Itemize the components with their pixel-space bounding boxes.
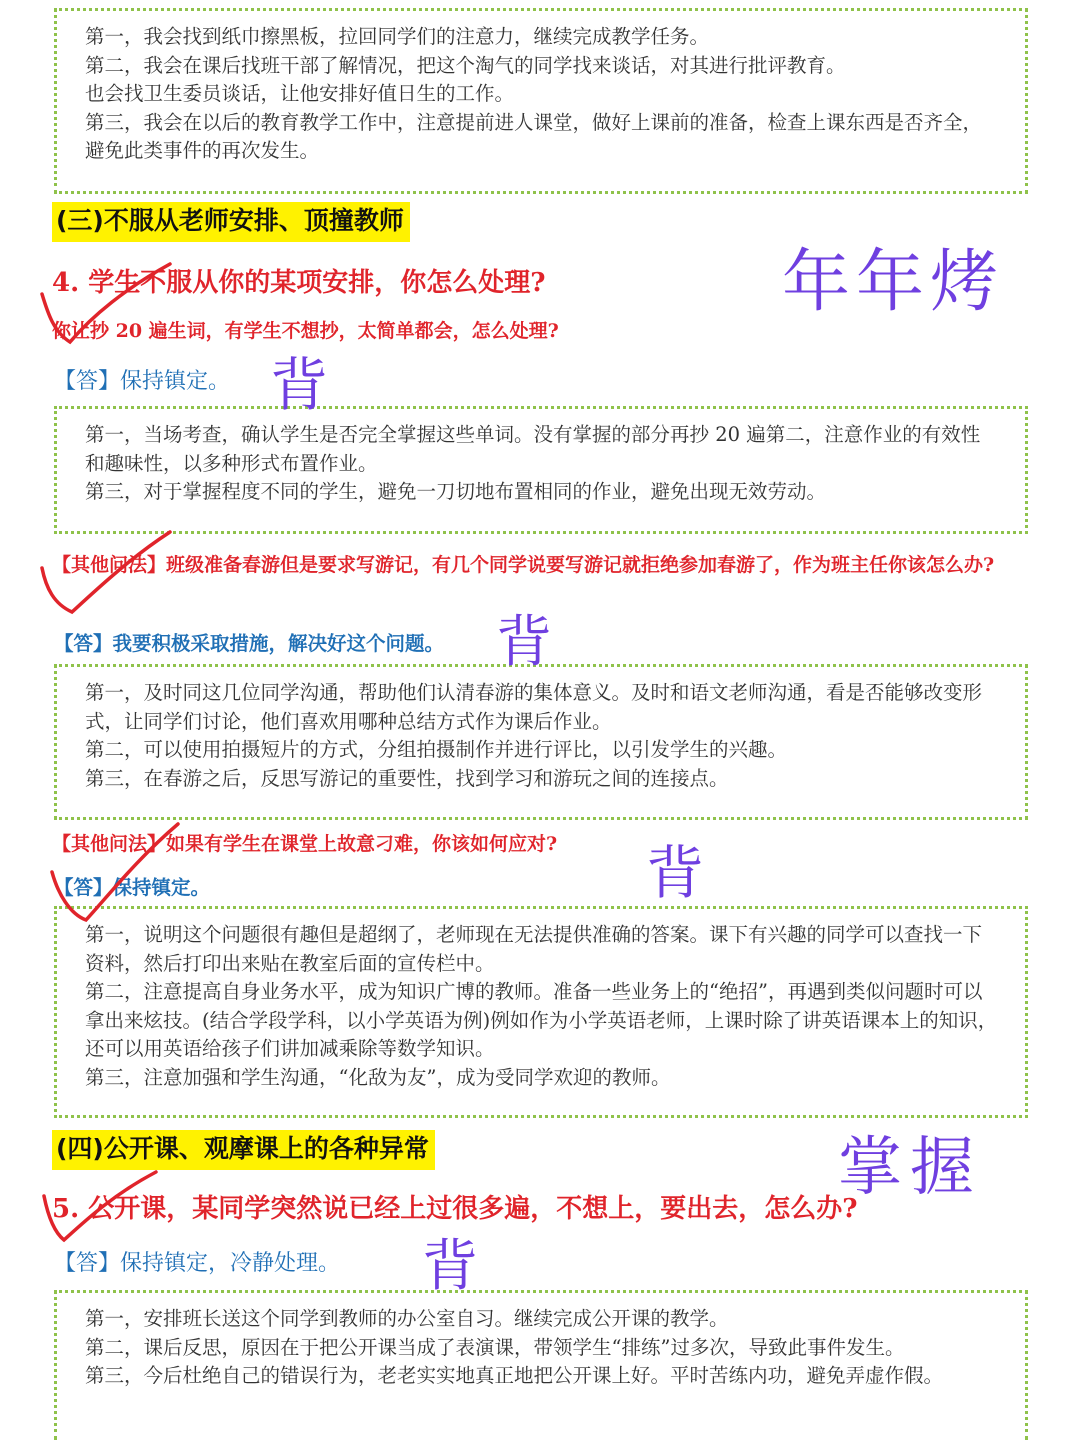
handwritten-note-bei-1: 背 xyxy=(270,351,329,419)
box1-line-4: 第三，我会在以后的教育教学工作中，注意提前进人课堂，做好上课前的准备，检查上课东西是否齐全，避免此类事件的再次发生。 xyxy=(85,110,983,162)
box2-line-1: 第一，当场考查，确认学生是否完全掌握这些单词。没有掌握的部分再抄 20 遍第二，注意作业的有效性和趣味性，以多种形式布置作业。 xyxy=(85,423,981,475)
checkmark-icon xyxy=(34,1170,164,1250)
box5-line-2: 第二，课后反思，原因在于把公开课当成了表演课，带领学生“排练”过多次，导致此事件发生。 xyxy=(85,1335,905,1359)
answer-box-4 xyxy=(54,906,1028,1118)
answer-other-1 xyxy=(54,628,444,656)
answer-tag: 【答】 xyxy=(54,1251,121,1276)
question-5-title: 5. 公开课，某同学突然说已经上过很多遍，不想上，要出去，怎么办? xyxy=(52,1194,858,1224)
other-question-2-text: 如果有学生在课堂上故意刁难，你该如何应对? xyxy=(166,833,558,855)
other-question-tag: 【其他问法】 xyxy=(52,833,167,855)
box1-line-2: 第二，我会在课后找班干部了解情况，把这个淘气的同学找来谈话，对其进行批评教育。 xyxy=(85,53,846,77)
answer-tag: 【答】 xyxy=(54,369,121,394)
handwritten-note-bei-2: 背 xyxy=(496,610,552,675)
answer-4-text: 保持镇定。 xyxy=(120,369,231,394)
box1-line-3: 也会找卫生委员谈话，让他安排好值日生的工作。 xyxy=(85,82,515,105)
handwritten-note-bei-3: 背 xyxy=(646,839,705,907)
section-4-heading: (四)公开课、观摩课上的各种异常 xyxy=(52,1130,435,1170)
checkmark-icon xyxy=(30,258,180,354)
answer-box-2 xyxy=(54,406,1028,534)
other-question-1-text: 班级准备春游但是要求写游记，有几个同学说要写游记就拒绝参加春游了，作为班主任你该怎么办? xyxy=(166,554,995,576)
box4-line-2: 第二，注意提高自身业务水平，成为知识广博的教师。准备一些业务上的“绝招”，再遇到类似问题时可以拿出来炫技。(结合学段学科，以小学英语为例)例如作为小学英语老师，上课时除了讲英语课本上的知识，还可以用英语给孩子们讲加减乘除等数学知识。 xyxy=(85,980,998,1060)
answer-4 xyxy=(54,364,230,395)
section-3-heading: (三)不服从老师安排、顶撞教师 xyxy=(52,202,410,242)
question-4-subtitle: 你让抄 20 遍生词，有学生不想抄，太简单都会，怎么处理? xyxy=(52,320,559,342)
box5-line-1: 第一，安排班长送这个同学到教师的办公室自习。继续完成公开课的教学。 xyxy=(85,1307,729,1330)
box2-line-2: 第三，对于掌握程度不同的学生，避免一刀切地布置相同的作业，避免出现无效劳动。 xyxy=(85,480,827,503)
box4-line-3: 第三，注意加强和学生沟通，“化敌为友”，成为受同学欢迎的教师。 xyxy=(85,1065,671,1089)
answer-box-1 xyxy=(54,8,1028,194)
answer-box-5 xyxy=(54,1290,1028,1440)
box3-line-1: 第一，及时同这几位同学沟通，帮助他们认清春游的集体意义。及时和语文老师沟通，看是否能够改变形式，让同学们讨论，他们喜欢用哪种总结方式作为课后作业。 xyxy=(85,681,983,733)
box5-line-3: 第三，今后杜绝自己的错误行为，老老实实地真正地把公开课上好。平时苦练内功，避免弄虚作假。 xyxy=(85,1364,944,1387)
other-question-tag: 【其他问法】 xyxy=(52,554,167,576)
answer-other-2-text: 保持镇定。 xyxy=(112,876,211,899)
box3-line-2: 第二，可以使用拍摄短片的方式，分组拍摄制作并进行评比，以引发学生的兴趣。 xyxy=(85,738,788,761)
answer-tag: 【答】 xyxy=(54,632,113,655)
answer-tag: 【答】 xyxy=(54,876,113,899)
box4-line-1: 第一，说明这个问题很有趣但是超纲了，老师现在无法提供准确的答案。课下有兴趣的同学可以查找一下资料，然后打印出来贴在教室后面的宣传栏中。 xyxy=(85,923,983,975)
question-4-title: 4. 学生不服从你的某项安排，你怎么处理? xyxy=(52,268,546,298)
handwritten-note-bei-4: 背 xyxy=(422,1234,478,1299)
answer-other-1-text: 我要积极采取措施，解决好这个问题。 xyxy=(112,632,445,655)
box1-line-1: 第一，我会找到纸巾擦黑板，拉回同学们的注意力，继续完成教学任务。 xyxy=(85,25,710,48)
checkmark-icon xyxy=(30,528,180,624)
answer-box-3 xyxy=(54,664,1028,820)
other-question-1 xyxy=(52,544,1032,586)
handwritten-note-nian: 年年烤 xyxy=(782,243,1005,322)
checkmark-icon xyxy=(40,818,190,928)
answer-5-text: 保持镇定，冷静处理。 xyxy=(120,1251,341,1276)
handwritten-note-master: 掌握 xyxy=(838,1131,982,1205)
box3-line-3: 第三，在春游之后，反思写游记的重要性，找到学习和游玩之间的连接点。 xyxy=(85,766,729,790)
answer-5 xyxy=(54,1246,340,1277)
